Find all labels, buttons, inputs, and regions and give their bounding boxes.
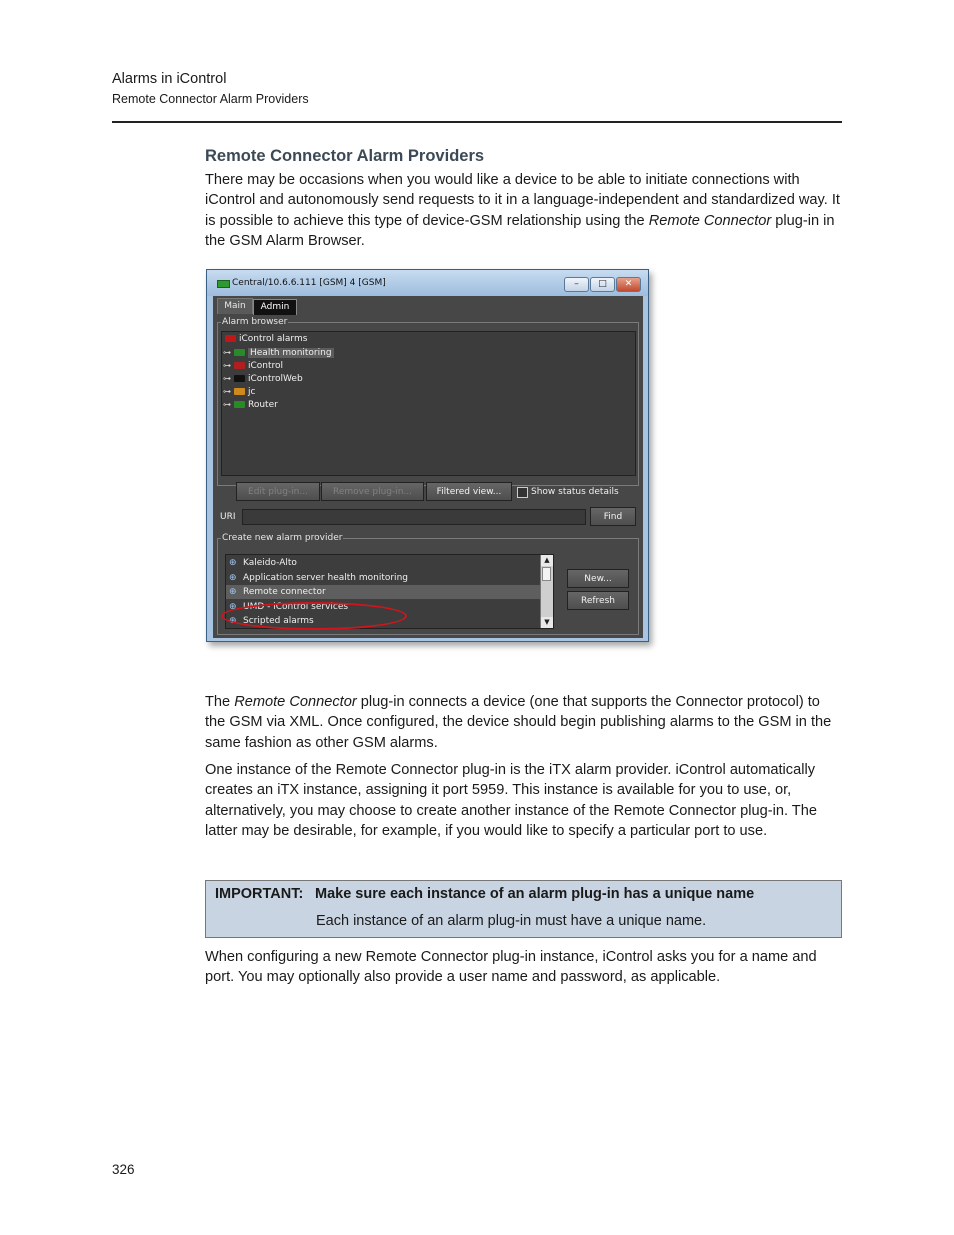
window-titlebar — [207, 270, 648, 296]
provider-list-item[interactable] — [226, 571, 546, 585]
tree-root[interactable] — [223, 333, 307, 346]
uri-label: URI — [220, 512, 236, 522]
window-title: Central/10.6.6.111 [GSM] 4 [GSM] — [232, 278, 386, 288]
intro-paragraph: There may be occasions when you would like a device to be able to initiate connections with iControl and autonomously send requests to it in a language-independent and standardized way. It is possible to achieve this type of device-GSM relationship using the Remote Connector plug-in in the GSM Alarm Browser. — [205, 172, 840, 249]
tree-item[interactable] — [223, 398, 278, 411]
plugin-icon: ⊕ — [229, 558, 237, 568]
section-heading: Remote Connector Alarm Providers — [205, 147, 485, 165]
new-button[interactable]: New... — [567, 569, 629, 588]
scroll-up-icon[interactable]: ▲ — [541, 555, 553, 566]
tree-item-label: iControlWeb — [248, 374, 303, 384]
alarm-tree[interactable] — [221, 331, 636, 476]
body-paragraph-2: One instance of the Remote Connector plug-in is the iTX alarm provider. iControl automatically creates an iTX instance, assigning it port 5959. This instance is available for you to use, or, alternatively, you may choose to create another instance of the Remote Connector plug-in. The latter may be desirable, for example, if you would like to specify a particular port to use. — [205, 762, 817, 839]
tree-item[interactable] — [223, 359, 283, 372]
close-icon[interactable]: ✕ — [616, 277, 641, 292]
header-rule — [112, 121, 842, 123]
plugin-icon: ⊕ — [229, 601, 237, 612]
alarm-browser-label: Alarm browser — [222, 317, 288, 327]
page-number: 326 — [112, 1162, 135, 1177]
provider-list-label: UMD - iControl services — [243, 601, 349, 612]
provider-list-label: Remote connector — [243, 587, 326, 597]
callout-ellipse — [221, 602, 407, 630]
folder-icon — [234, 401, 245, 408]
minimize-icon[interactable]: – — [564, 277, 589, 292]
body-emphasis: Remote Connector — [234, 694, 357, 710]
plugin-icon: ⊕ — [229, 616, 237, 626]
provider-list-item[interactable] — [226, 585, 546, 599]
maximize-icon[interactable]: □ — [590, 277, 615, 292]
plugin-icon: ⊕ — [229, 587, 237, 597]
show-status-checkbox[interactable] — [517, 487, 528, 498]
expand-icon[interactable]: ⊶ — [223, 374, 231, 383]
tree-item-label: jc — [248, 387, 256, 397]
body-paragraph-3: When configuring a new Remote Connector plug-in instance, iControl asks you for a name and port. You may optionally also provide a user name and password, as applicable. — [205, 949, 817, 986]
uri-input[interactable] — [242, 509, 586, 525]
app-icon — [217, 280, 230, 288]
expand-icon[interactable]: ⊶ — [223, 348, 231, 357]
tab-main[interactable]: Main — [217, 298, 253, 314]
intro-emphasis: Remote Connector — [648, 212, 772, 229]
note-body: Each instance of an alarm plug-in must have a unique name. — [316, 913, 707, 929]
provider-list-label: Kaleido-Alto — [243, 558, 297, 568]
refresh-button[interactable]: Refresh — [567, 591, 629, 610]
remove-plugin-button[interactable]: Remove plug-in... — [321, 482, 424, 501]
scroll-down-icon[interactable]: ▼ — [541, 617, 553, 628]
tree-item[interactable] — [223, 372, 303, 385]
note-label: IMPORTANT: — [215, 886, 304, 902]
scroll-thumb[interactable] — [542, 567, 551, 581]
alarm-browser-window — [206, 269, 649, 642]
expand-icon[interactable]: ⊶ — [223, 400, 231, 409]
provider-list-label: Scripted alarms — [243, 616, 314, 626]
find-button[interactable]: Find — [590, 507, 636, 526]
alarm-browser-group — [217, 317, 639, 486]
folder-icon — [234, 362, 245, 369]
folder-icon — [225, 335, 236, 342]
window-client — [213, 296, 643, 638]
body-paragraph-1: The Remote Connector plug-in connects a device (one that supports the Connector protocol) to the GSM via XML. Once configured, the device should begin publishing alarms to the GSM in the same fashion as other GSM alarms. — [205, 694, 832, 751]
important-note — [205, 880, 842, 938]
tree-root-label: iControl alarms — [239, 334, 308, 344]
provider-list-item[interactable] — [226, 556, 546, 570]
list-scrollbar[interactable] — [540, 555, 553, 628]
tree-item[interactable] — [223, 385, 255, 398]
note-title: Make sure each instance of an alarm plug-in has a unique name — [315, 886, 755, 902]
create-provider-label: Create new alarm provider — [222, 533, 343, 543]
show-status-label: Show status details — [531, 487, 619, 497]
expand-icon[interactable]: ⊶ — [223, 361, 231, 370]
tree-item-label: Health monitoring — [250, 348, 332, 358]
expand-icon[interactable]: ⊶ — [223, 387, 231, 396]
running-header-section: Remote Connector Alarm Providers — [112, 92, 309, 106]
tree-item-label: iControl — [248, 361, 284, 371]
folder-icon — [234, 349, 245, 356]
edit-plugin-button[interactable]: Edit plug-in... — [236, 482, 320, 501]
folder-icon — [234, 388, 245, 395]
tab-admin[interactable]: Admin — [253, 299, 297, 315]
filtered-view-button[interactable]: Filtered view... — [426, 482, 512, 501]
plugin-icon: ⊕ — [229, 572, 237, 583]
running-header-chapter: Alarms in iControl — [112, 71, 227, 87]
folder-icon — [234, 375, 245, 382]
tree-item-label: Router — [248, 400, 278, 410]
tree-item[interactable] — [223, 346, 334, 359]
provider-list-label: Application server health monitoring — [243, 572, 408, 583]
